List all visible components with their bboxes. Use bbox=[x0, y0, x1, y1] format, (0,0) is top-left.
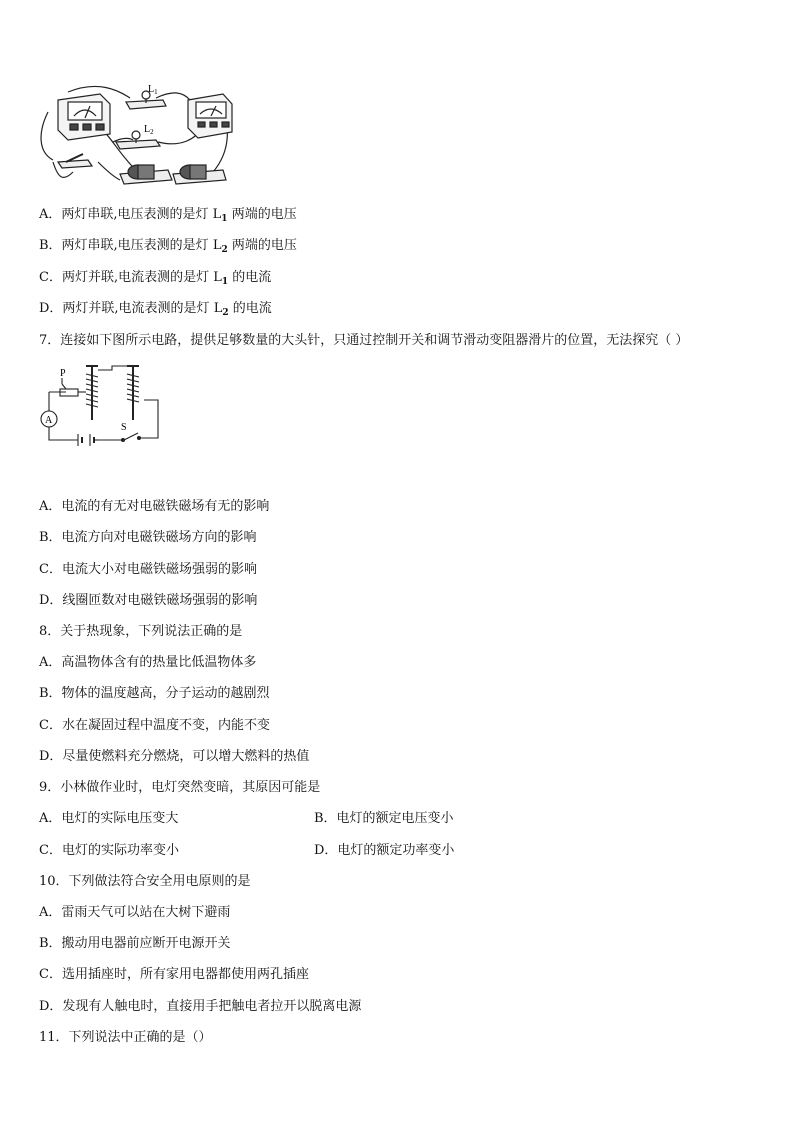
q11-stem: 11．下列说法中正确的是（） bbox=[39, 1030, 212, 1045]
q10-option-a: A．雷雨天气可以站在大树下避雨 bbox=[39, 905, 231, 920]
switch-s-label: S bbox=[121, 422, 127, 433]
q9-option-c: C．电灯的实际功率变小 bbox=[39, 843, 179, 858]
lamp-l2-label: $L_2$ bbox=[144, 124, 154, 136]
lamp-l1-label: $L_1$ bbox=[148, 84, 158, 96]
q9-option-a: A．电灯的实际电压变大 bbox=[39, 811, 179, 826]
q7-option-a: A．电流的有无对电磁铁磁场有无的影响 bbox=[39, 499, 270, 514]
circuit-figure-1 bbox=[38, 82, 238, 192]
slider-p-label: P bbox=[60, 368, 66, 379]
q8-option-d: D．尽量使燃料充分燃烧，可以增大燃料的热值 bbox=[39, 749, 310, 764]
q7-option-b: B．电流方向对电磁铁磁场方向的影响 bbox=[39, 530, 257, 545]
electromagnet-circuit-figure bbox=[36, 362, 166, 452]
q9-stem: 9．小林做作业时，电灯突然变暗，其原因可能是 bbox=[39, 780, 321, 795]
q7-option-c: C．电流大小对电磁铁磁场强弱的影响 bbox=[39, 562, 257, 577]
q6-option-a: A．两灯串联,电压表测的是灯 $L_1$ 两端的电压 bbox=[39, 207, 297, 224]
q10-stem: 10．下列做法符合安全用电原则的是 bbox=[39, 874, 251, 889]
q8-stem: 8．关于热现象，下列说法正确的是 bbox=[39, 624, 243, 639]
q8-option-a: A．高温物体含有的热量比低温物体多 bbox=[39, 655, 257, 670]
q10-option-d: D．发现有人触电时，直接用手把触电者拉开以脱离电源 bbox=[39, 999, 362, 1014]
ammeter-label: A bbox=[45, 415, 53, 426]
q6-option-d: D．两灯并联,电流表测的是灯 $L_2$ 的电流 bbox=[39, 301, 272, 318]
q8-option-b: B．物体的温度越高，分子运动的越剧烈 bbox=[39, 686, 270, 701]
q6-option-b: B．两灯串联,电压表测的是灯 $L_2$ 两端的电压 bbox=[39, 238, 297, 255]
q8-option-c: C．水在凝固过程中温度不变，内能不变 bbox=[39, 718, 270, 733]
q7-option-d: D．线圈匝数对电磁铁磁场强弱的影响 bbox=[39, 593, 258, 608]
q6-option-c: C．两灯并联,电流表测的是灯 $L_1$ 的电流 bbox=[39, 270, 272, 287]
q10-option-c: C．选用插座时，所有家用电器都使用两孔插座 bbox=[39, 967, 309, 982]
q9-option-b: B．电灯的额定电压变小 bbox=[314, 811, 454, 826]
q10-option-b: B．搬动用电器前应断开电源开关 bbox=[39, 936, 231, 951]
q9-option-d: D．电灯的额定功率变小 bbox=[314, 843, 455, 858]
q7-stem: 7．连接如下图所示电路，提供足够数量的大头针，只通过控制开关和调节滑动变阻器滑片的位置，无法探究（ ） bbox=[39, 333, 689, 348]
